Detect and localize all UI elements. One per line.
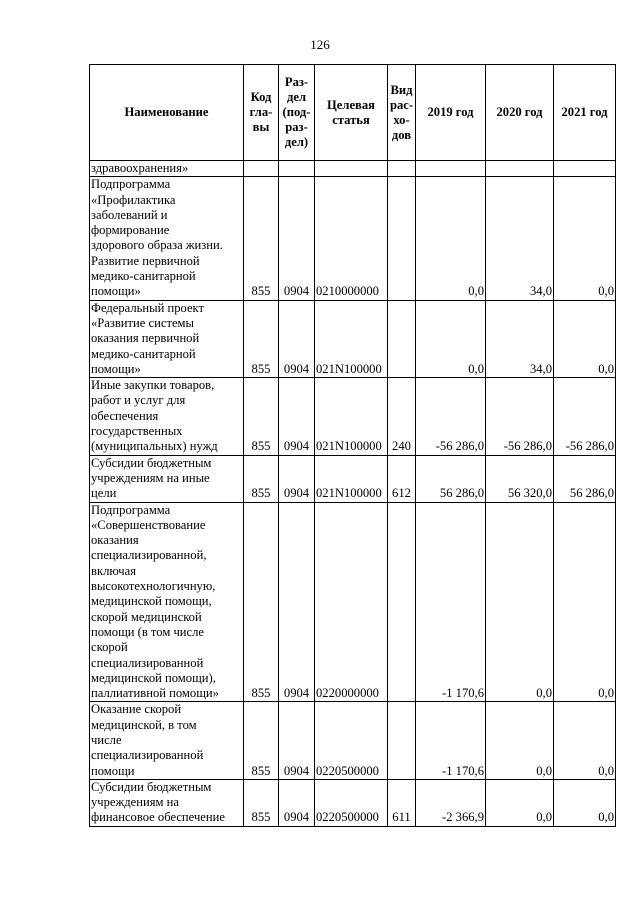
row-2020: 0,0	[486, 702, 554, 779]
row-target: 0220500000	[315, 702, 388, 779]
row-2021: 0,0	[554, 300, 616, 377]
row-2020: -56 286,0	[486, 378, 554, 455]
row-chapter: 855	[244, 779, 279, 826]
row-2019: 0,0	[416, 300, 486, 377]
table-row	[90, 177, 616, 300]
row-expense	[388, 702, 416, 779]
row-chapter: 855	[244, 455, 279, 502]
table-row	[90, 455, 616, 502]
row-target: 021N100000	[315, 378, 388, 455]
table-header-row	[90, 65, 616, 161]
table-body	[90, 161, 616, 827]
row-expense	[388, 502, 416, 702]
table-row	[90, 161, 616, 177]
row-2020: 34,0	[486, 300, 554, 377]
table-row	[90, 779, 616, 826]
table-row	[90, 702, 616, 779]
row-section: 0904	[279, 779, 315, 826]
row-target: 021N100000	[315, 455, 388, 502]
row-section: 0904	[279, 455, 315, 502]
row-2021: -56 286,0	[554, 378, 616, 455]
row-section: 0904	[279, 300, 315, 377]
row-section: 0904	[279, 702, 315, 779]
row-2020: 34,0	[486, 177, 554, 300]
table-row	[90, 378, 616, 455]
header-expense-type: Вид рас- хо- дов	[388, 65, 416, 161]
row-2021: 56 286,0	[554, 455, 616, 502]
row-2020: 56 320,0	[486, 455, 554, 502]
row-2019: 0,0	[416, 177, 486, 300]
row-2020: 0,0	[486, 502, 554, 702]
row-2019: -1 170,6	[416, 702, 486, 779]
row-section	[279, 161, 315, 177]
row-name: Субсидии бюджетным учреждениям на финансовое обеспечение	[90, 779, 244, 826]
row-target: 0220500000	[315, 779, 388, 826]
row-section: 0904	[279, 502, 315, 702]
row-target	[315, 161, 388, 177]
row-target: 0210000000	[315, 177, 388, 300]
row-2021: 0,0	[554, 702, 616, 779]
row-expense	[388, 300, 416, 377]
row-name: Оказание скорой медицинской, в том числе специализированной помощи	[90, 702, 244, 779]
header-2020: 2020 год	[486, 65, 554, 161]
row-2019: -56 286,0	[416, 378, 486, 455]
row-2019: 56 286,0	[416, 455, 486, 502]
row-chapter: 855	[244, 378, 279, 455]
row-section: 0904	[279, 177, 315, 300]
row-chapter	[244, 161, 279, 177]
row-expense: 611	[388, 779, 416, 826]
row-2019	[416, 161, 486, 177]
table-row	[90, 300, 616, 377]
row-2021: 0,0	[554, 177, 616, 300]
row-2019: -1 170,6	[416, 502, 486, 702]
header-2021: 2021 год	[554, 65, 616, 161]
row-name: здравоохранения»	[90, 161, 244, 177]
row-2020: 0,0	[486, 779, 554, 826]
header-section: Раз- дел (под- раз- дел)	[279, 65, 315, 161]
row-chapter: 855	[244, 300, 279, 377]
table-row	[90, 502, 616, 702]
row-name: Подпрограмма «Профилактика заболеваний и формирование здорового образа жизни. Развитие первичной медико-санитарной помощи»	[90, 177, 244, 300]
row-target: 021N100000	[315, 300, 388, 377]
row-2021	[554, 161, 616, 177]
header-chapter-code: Код гла- вы	[244, 65, 279, 161]
row-2019: -2 366,9	[416, 779, 486, 826]
row-chapter: 855	[244, 177, 279, 300]
header-target-article: Целевая статья	[315, 65, 388, 161]
row-expense	[388, 177, 416, 300]
row-chapter: 855	[244, 702, 279, 779]
row-expense: 612	[388, 455, 416, 502]
header-2019: 2019 год	[416, 65, 486, 161]
row-2020	[486, 161, 554, 177]
row-2021: 0,0	[554, 502, 616, 702]
row-name: Федеральный проект «Развитие системы оказания первичной медико-санитарной помощи»	[90, 300, 244, 377]
row-expense: 240	[388, 378, 416, 455]
row-chapter: 855	[244, 502, 279, 702]
row-2021: 0,0	[554, 779, 616, 826]
header-name: Наименование	[90, 65, 244, 161]
budget-table	[89, 64, 616, 827]
row-name: Иные закупки товаров, работ и услуг для обеспечения государственных (муниципальных) нужд	[90, 378, 244, 455]
row-name: Субсидии бюджетным учреждениям на иные цели	[90, 455, 244, 502]
row-expense	[388, 161, 416, 177]
row-section: 0904	[279, 378, 315, 455]
row-name: Подпрограмма «Совершенствование оказания специализированной, включая высокотехнологичную, медицинской помощи, скорой медицинской помощи (в том числе скорой специализированной медицинской помощи), паллиативной помощи»	[90, 502, 244, 702]
row-target: 0220000000	[315, 502, 388, 702]
page-number: 126	[310, 37, 330, 52]
